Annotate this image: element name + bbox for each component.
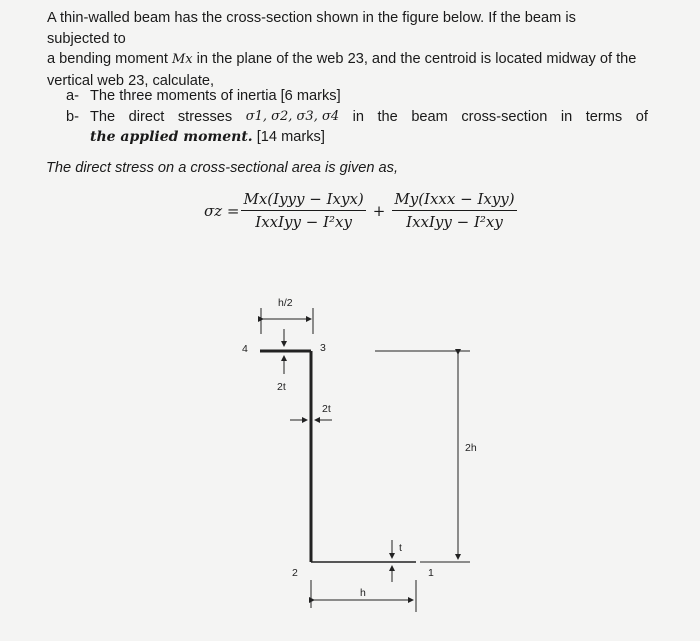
question-b-word: The — [90, 108, 116, 125]
formula-plus: + — [372, 201, 386, 220]
label-flange-thickness: 2t — [277, 381, 286, 393]
formula-numerator-2: My(Ixxx − Ixyy) — [392, 190, 516, 211]
question-b-word: stresses — [177, 108, 233, 125]
intro-line-3: vertical web 23, calculate, — [47, 72, 215, 89]
question-b-word: cross-section — [461, 108, 548, 125]
moment-symbol: Mx — [171, 52, 193, 67]
label-bottom-thickness: t — [399, 542, 402, 554]
question-b-word: terms — [585, 108, 623, 125]
question-a-letter: a- — [66, 88, 79, 104]
question-b-word: the — [377, 108, 398, 125]
applied-moment-phrase: the applied moment. — [90, 129, 253, 145]
question-b-word: in — [560, 108, 573, 125]
label-h-half: h/2 — [278, 297, 293, 309]
formula-lhs: σz = — [204, 201, 240, 220]
stress-intro: The direct stress on a cross-sectional area is given as, — [46, 160, 399, 176]
question-b-word: of — [635, 108, 648, 125]
label-point-4: 4 — [242, 343, 248, 355]
stress-symbols: σ1, σ2, σ3, σ4 — [245, 108, 340, 124]
label-height: 2h — [465, 442, 477, 454]
label-point-2: 2 — [292, 567, 298, 579]
intro-line-2-pre: a bending moment — [47, 51, 168, 67]
intro-line-1: A thin-walled beam has the cross-section shown in the figure below. If the beam is subjected to — [47, 10, 576, 47]
label-point-1: 1 — [428, 567, 434, 579]
intro-line-2-post: in the plane of the web 23, and the centroid is located midway of the — [196, 51, 637, 67]
question-b-word: direct — [128, 108, 165, 125]
question-b-word: in — [352, 108, 364, 125]
label-web-thickness: 2t — [322, 403, 331, 415]
label-h: h — [360, 587, 366, 599]
question-b-word: beam — [411, 108, 448, 125]
formula-denominator-2: IxxIyy − I²xy — [406, 213, 503, 231]
formula-numerator-1: Mx(Iyyy − Ixyx) — [241, 190, 365, 211]
formula-denominator-1: IxxIyy − I²xy — [255, 213, 352, 231]
question-b-letter: b- — [66, 108, 79, 125]
question-a-text: The three moments of inertia [6 marks] — [90, 88, 341, 104]
label-point-3: 3 — [320, 342, 326, 354]
question-b-marks: [14 marks] — [256, 129, 325, 145]
